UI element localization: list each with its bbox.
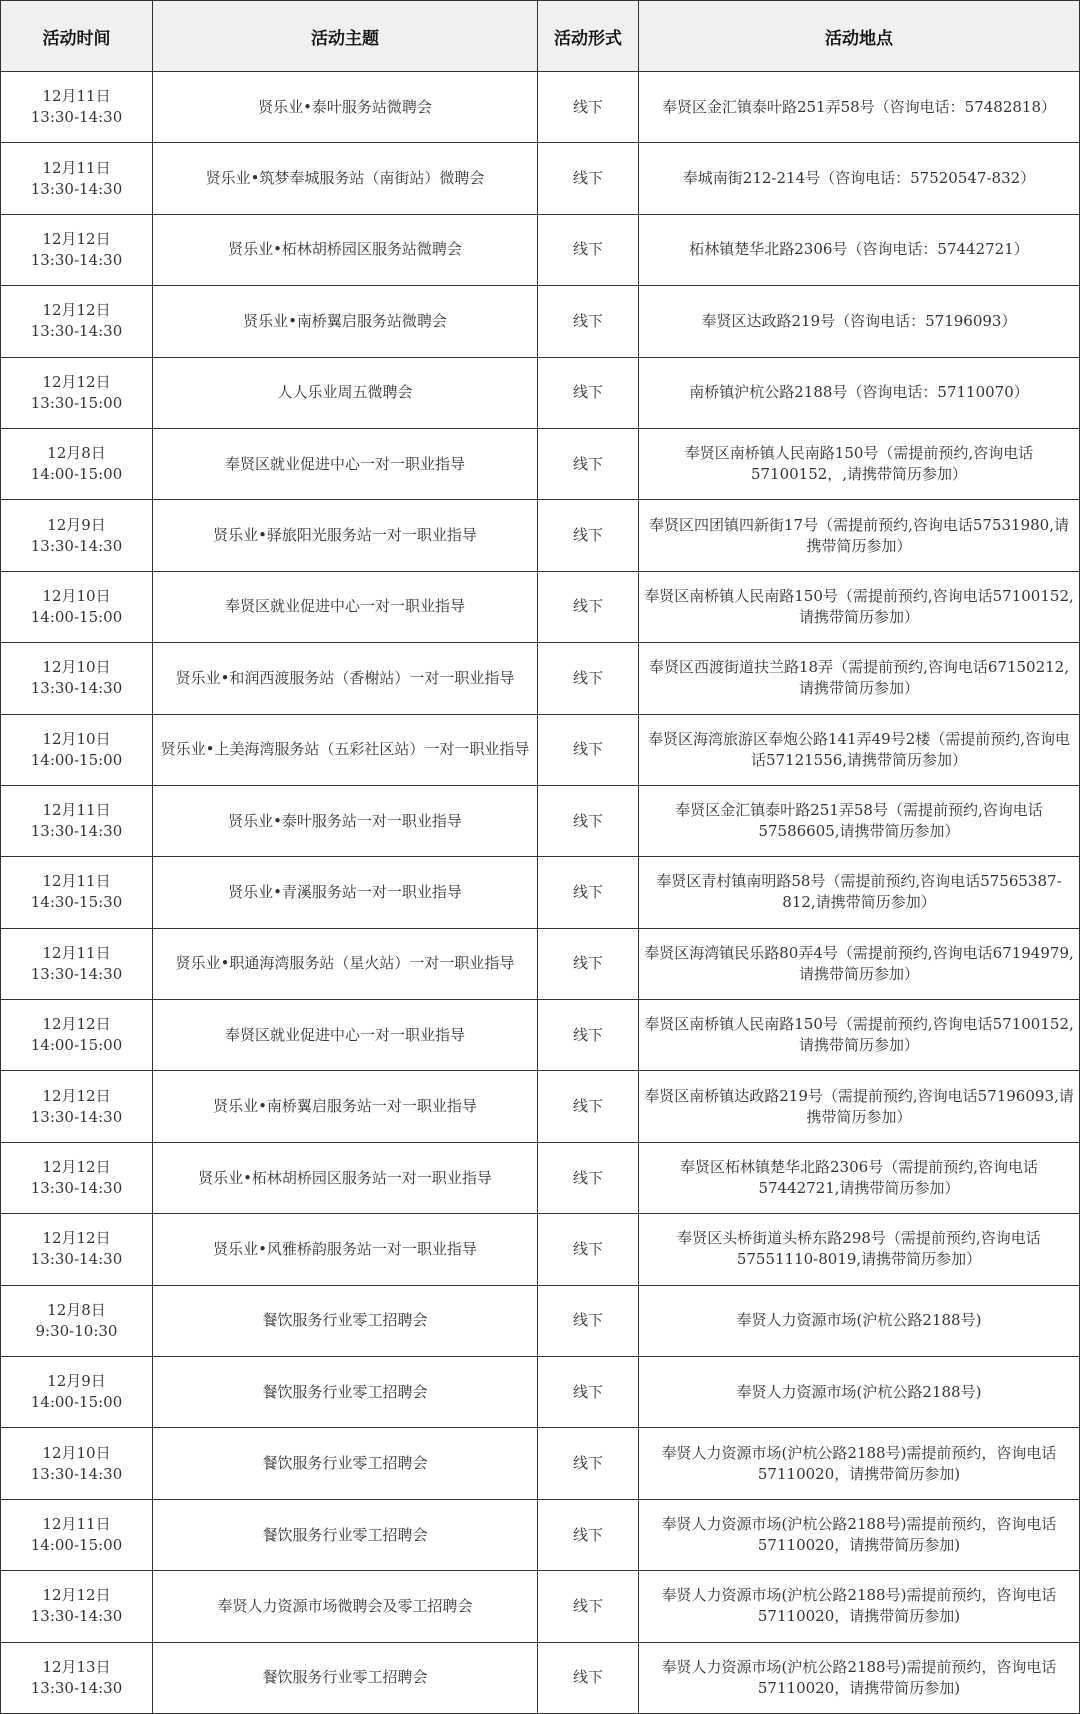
table-row	[1, 214, 1080, 285]
cell-activity-place: 奉贤人力资源市场(沪杭公路2188号)需提前预约，咨询电话57110020，请携带简历参加)	[639, 1642, 1080, 1713]
activity-date: 12月12日	[42, 1086, 111, 1105]
cell-activity-mode: 线下	[538, 214, 639, 285]
cell-activity-place: 奉贤人力资源市场(沪杭公路2188号)需提前预约，咨询电话57110020，请携带简历参加)	[639, 1571, 1080, 1642]
cell-activity-topic: 餐饮服务行业零工招聘会	[153, 1499, 538, 1570]
header-activity-topic: 活动主题	[153, 1, 538, 72]
cell-activity-topic: 奉贤人力资源市场微聘会及零工招聘会	[153, 1571, 538, 1642]
activity-date: 12月11日	[42, 158, 111, 177]
cell-activity-place: 南桥镇沪杭公路2188号（咨询电话：57110070）	[639, 357, 1080, 428]
cell-activity-time	[1, 357, 153, 428]
activity-date: 12月10日	[42, 658, 111, 677]
table-row	[1, 857, 1080, 928]
table-row	[1, 72, 1080, 143]
cell-activity-mode: 线下	[538, 1285, 639, 1356]
header-activity-time: 活动时间	[1, 1, 153, 72]
activity-time-range: 13:30-14:30	[30, 179, 123, 198]
activity-time-range: 13:30-14:30	[30, 322, 123, 341]
cell-activity-place: 柘林镇楚华北路2306号（咨询电话：57442721）	[639, 214, 1080, 285]
cell-activity-time	[1, 1071, 153, 1142]
cell-activity-time	[1, 1000, 153, 1071]
table-row	[1, 1214, 1080, 1285]
activity-date: 12月12日	[42, 301, 111, 320]
cell-activity-mode: 线下	[538, 1357, 639, 1428]
cell-activity-topic: 餐饮服务行业零工招聘会	[153, 1357, 538, 1428]
cell-activity-time	[1, 785, 153, 856]
cell-activity-place: 奉贤区四团镇四新街17号（需提前预约,咨询电话57531980,请携带简历参加）	[639, 500, 1080, 571]
cell-activity-time	[1, 500, 153, 571]
cell-activity-topic: 贤乐业•风雅桥韵服务站一对一职业指导	[153, 1214, 538, 1285]
activity-time-range: 13:30-14:30	[30, 1107, 123, 1126]
activity-date: 12月9日	[47, 515, 106, 534]
cell-activity-mode: 线下	[538, 928, 639, 999]
cell-activity-topic: 奉贤区就业促进中心一对一职业指导	[153, 571, 538, 642]
cell-activity-mode: 线下	[538, 72, 639, 143]
cell-activity-place: 奉贤区海湾镇民乐路80弄4号（需提前预约,咨询电话67194979,请携带简历参加）	[639, 928, 1080, 999]
cell-activity-topic: 奉贤区就业促进中心一对一职业指导	[153, 1000, 538, 1071]
cell-activity-topic: 贤乐业•驿旅阳光服务站一对一职业指导	[153, 500, 538, 571]
cell-activity-place: 奉贤区达政路219号（咨询电话：57196093）	[639, 286, 1080, 357]
cell-activity-time	[1, 1642, 153, 1713]
cell-activity-place: 奉贤人力资源市场(沪杭公路2188号)	[639, 1285, 1080, 1356]
activity-time-range: 14:00-15:00	[30, 750, 123, 769]
table-row	[1, 643, 1080, 714]
activity-time-range: 13:30-14:30	[30, 679, 123, 698]
cell-activity-time	[1, 1285, 153, 1356]
activity-date: 12月11日	[42, 801, 111, 820]
cell-activity-time	[1, 857, 153, 928]
table-row	[1, 428, 1080, 499]
cell-activity-time	[1, 1214, 153, 1285]
table-row	[1, 571, 1080, 642]
table-row	[1, 714, 1080, 785]
cell-activity-mode: 线下	[538, 571, 639, 642]
activity-time-range: 14:00-15:00	[30, 607, 123, 626]
cell-activity-mode: 线下	[538, 428, 639, 499]
cell-activity-time	[1, 214, 153, 285]
cell-activity-place: 奉贤区头桥街道头桥东路298号（需提前预约,咨询电话57551110-8019,请携带简历参加）	[639, 1214, 1080, 1285]
cell-activity-topic: 餐饮服务行业零工招聘会	[153, 1428, 538, 1499]
cell-activity-place: 奉贤区西渡街道扶兰路18弄（需提前预约,咨询电话67150212,请携带简历参加）	[639, 643, 1080, 714]
cell-activity-place: 奉贤区海湾旅游区奉炮公路141弄49号2楼（需提前预约,咨询电话57121556,请携带简历参加）	[639, 714, 1080, 785]
cell-activity-time	[1, 643, 153, 714]
table-row	[1, 1571, 1080, 1642]
cell-activity-topic: 贤乐业•泰叶服务站微聘会	[153, 72, 538, 143]
cell-activity-topic: 贤乐业•南桥翼启服务站一对一职业指导	[153, 1071, 538, 1142]
cell-activity-time	[1, 571, 153, 642]
cell-activity-mode: 线下	[538, 1071, 639, 1142]
cell-activity-time	[1, 1142, 153, 1213]
table-row	[1, 286, 1080, 357]
activity-date: 12月12日	[42, 1586, 111, 1605]
cell-activity-place: 奉贤区金汇镇泰叶路251弄58号（需提前预约,咨询电话57586605,请携带简历参加）	[639, 785, 1080, 856]
activity-time-range: 13:30-14:30	[30, 1250, 123, 1269]
table-row	[1, 1428, 1080, 1499]
activity-time-range: 13:30-14:30	[30, 1179, 123, 1198]
cell-activity-place: 奉贤区青村镇南明路58号（需提前预约,咨询电话57565387-812,请携带简历参加）	[639, 857, 1080, 928]
cell-activity-place: 奉贤区南桥镇达政路219号（需提前预约,咨询电话57196093,请携带简历参加）	[639, 1071, 1080, 1142]
table-row	[1, 1357, 1080, 1428]
activity-time-range: 14:00-15:00	[30, 1393, 123, 1412]
cell-activity-mode: 线下	[538, 1428, 639, 1499]
cell-activity-place: 奉贤人力资源市场(沪杭公路2188号)需提前预约，咨询电话57110020，请携带简历参加)	[639, 1428, 1080, 1499]
cell-activity-mode: 线下	[538, 357, 639, 428]
cell-activity-place: 奉城南街212-214号（咨询电话：57520547-832）	[639, 143, 1080, 214]
cell-activity-mode: 线下	[538, 857, 639, 928]
cell-activity-topic: 贤乐业•南桥翼启服务站微聘会	[153, 286, 538, 357]
activity-date: 12月11日	[42, 872, 111, 891]
cell-activity-mode: 线下	[538, 1000, 639, 1071]
cell-activity-topic: 贤乐业•柘林胡桥园区服务站一对一职业指导	[153, 1142, 538, 1213]
activity-date: 12月8日	[47, 444, 106, 463]
cell-activity-topic: 贤乐业•和润西渡服务站（香榭站）一对一职业指导	[153, 643, 538, 714]
table-row	[1, 928, 1080, 999]
cell-activity-mode: 线下	[538, 1642, 639, 1713]
activity-date: 12月8日	[47, 1300, 106, 1319]
activity-time-range: 14:00-15:00	[30, 465, 123, 484]
activity-time-range: 13:30-14:30	[30, 822, 123, 841]
cell-activity-topic: 贤乐业•职通海湾服务站（星火站）一对一职业指导	[153, 928, 538, 999]
activity-time-range: 14:00-15:00	[30, 1036, 123, 1055]
activity-date: 12月10日	[42, 1443, 111, 1462]
cell-activity-topic: 贤乐业•筑梦奉城服务站（南街站）微聘会	[153, 143, 538, 214]
cell-activity-mode: 线下	[538, 500, 639, 571]
activity-date: 12月11日	[42, 87, 111, 106]
cell-activity-mode: 线下	[538, 714, 639, 785]
cell-activity-time	[1, 928, 153, 999]
table-row	[1, 357, 1080, 428]
activity-date: 12月10日	[42, 586, 111, 605]
activity-date: 12月12日	[42, 1158, 111, 1177]
table-row	[1, 1285, 1080, 1356]
activity-date: 12月12日	[42, 229, 111, 248]
cell-activity-time	[1, 1357, 153, 1428]
activity-date: 12月9日	[47, 1372, 106, 1391]
activity-date: 12月13日	[42, 1657, 111, 1676]
cell-activity-mode: 线下	[538, 143, 639, 214]
cell-activity-topic: 奉贤区就业促进中心一对一职业指导	[153, 428, 538, 499]
cell-activity-topic: 餐饮服务行业零工招聘会	[153, 1285, 538, 1356]
activity-time-range: 9:30-10:30	[35, 1321, 118, 1340]
cell-activity-mode: 线下	[538, 1571, 639, 1642]
table-row	[1, 1642, 1080, 1713]
cell-activity-mode: 线下	[538, 1499, 639, 1570]
table-row	[1, 1071, 1080, 1142]
activity-date: 12月12日	[42, 1015, 111, 1034]
cell-activity-time	[1, 1499, 153, 1570]
table-row	[1, 500, 1080, 571]
cell-activity-time	[1, 428, 153, 499]
header-activity-place: 活动地点	[639, 1, 1080, 72]
activity-time-range: 13:30-14:30	[30, 1607, 123, 1626]
activity-time-range: 13:30-14:30	[30, 1678, 123, 1697]
cell-activity-time	[1, 143, 153, 214]
activity-date: 12月11日	[42, 1515, 111, 1533]
cell-activity-place: 奉贤区南桥镇人民南路150号（需提前预约,咨询电话57100152,请携带简历参加）	[639, 1000, 1080, 1071]
table-body	[1, 72, 1080, 1714]
header-activity-mode: 活动形式	[538, 1, 639, 72]
cell-activity-topic: 贤乐业•泰叶服务站一对一职业指导	[153, 785, 538, 856]
cell-activity-time	[1, 286, 153, 357]
cell-activity-place: 奉贤人力资源市场(沪杭公路2188号)需提前预约，咨询电话57110020，请携带简历参加)	[639, 1499, 1080, 1570]
cell-activity-time	[1, 1428, 153, 1499]
cell-activity-place: 奉贤区柘林镇楚华北路2306号（需提前预约,咨询电话57442721,请携带简历参加）	[639, 1142, 1080, 1213]
activity-date: 12月12日	[42, 1229, 111, 1248]
activity-date: 12月10日	[42, 729, 111, 748]
cell-activity-place: 奉贤区金汇镇泰叶路251弄58号（咨询电话：57482818）	[639, 72, 1080, 143]
table-row	[1, 1000, 1080, 1071]
cell-activity-topic: 餐饮服务行业零工招聘会	[153, 1642, 538, 1713]
activity-time-range: 13:30-14:30	[30, 964, 123, 983]
cell-activity-mode: 线下	[538, 1142, 639, 1213]
activity-time-range: 14:30-15:30	[30, 893, 123, 912]
activity-time-range: 13:30-14:30	[30, 1464, 123, 1483]
activity-time-range: 13:30-14:30	[30, 250, 123, 269]
activity-date: 12月12日	[42, 372, 111, 391]
cell-activity-mode: 线下	[538, 1214, 639, 1285]
cell-activity-place: 奉贤区南桥镇人民南路150号（需提前预约,咨询电话57100152，,请携带简历参加）	[639, 428, 1080, 499]
activity-time-range: 14:00-15:00	[30, 1536, 123, 1554]
cell-activity-time	[1, 714, 153, 785]
cell-activity-mode: 线下	[538, 785, 639, 856]
table-row	[1, 1142, 1080, 1213]
cell-activity-time	[1, 1571, 153, 1642]
cell-activity-place: 奉贤人力资源市场(沪杭公路2188号)	[639, 1357, 1080, 1428]
cell-activity-topic: 贤乐业•柘林胡桥园区服务站微聘会	[153, 214, 538, 285]
table-row	[1, 143, 1080, 214]
activity-time-range: 13:30-14:30	[30, 536, 123, 555]
activity-date: 12月11日	[42, 943, 111, 962]
table-row	[1, 785, 1080, 856]
table-header-row	[1, 1, 1080, 72]
cell-activity-topic: 人人乐业周五微聘会	[153, 357, 538, 428]
table-row	[1, 1499, 1080, 1570]
activity-time-range: 13:30-14:30	[30, 108, 123, 127]
cell-activity-topic: 贤乐业•上美海湾服务站（五彩社区站）一对一职业指导	[153, 714, 538, 785]
cell-activity-time	[1, 72, 153, 143]
cell-activity-topic: 贤乐业•青溪服务站一对一职业指导	[153, 857, 538, 928]
cell-activity-mode: 线下	[538, 643, 639, 714]
cell-activity-place: 奉贤区南桥镇人民南路150号（需提前预约,咨询电话57100152,请携带简历参加）	[639, 571, 1080, 642]
activity-time-range: 13:30-15:00	[30, 393, 123, 412]
cell-activity-mode: 线下	[538, 286, 639, 357]
